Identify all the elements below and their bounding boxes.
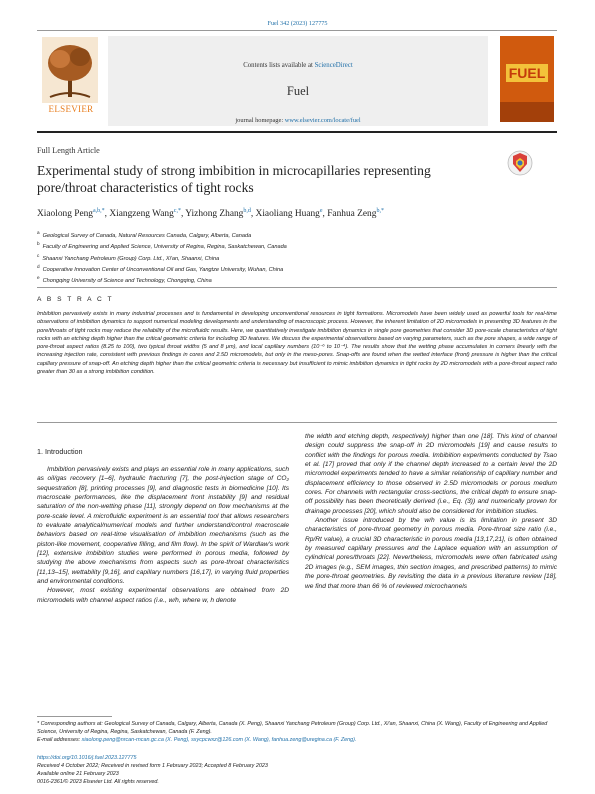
available-online: Available online 21 February 2023: [37, 771, 119, 777]
author[interactable]: [185, 209, 251, 219]
contents-prefix: Contents lists available at: [243, 62, 313, 69]
affiliation-marker: b: [37, 241, 40, 247]
doi-link[interactable]: https://doi.org/10.1016/j.fuel.2023.127775: [37, 755, 137, 761]
affiliation-text: Shaanxi Yanchang Petroleum (Group) Corp. Ltd., Xi'an, Shaanxi, China: [42, 255, 220, 262]
affiliation-marker: d: [37, 263, 40, 269]
author-name: Xiangzeng Wang: [109, 209, 174, 220]
author[interactable]: [256, 209, 323, 219]
paragraph: Imbibition pervasively exists and plays an essential role in many applications, such as oil/gas recovery [1–6], hydraulic fracturing [7], the post-injection stage of CO₂ sequestration [8], printing processes [9], and diagnostic tests in biomedicine [10]. Its macroscale performances, like the displacement front instability [9] and residual saturation of the non-wetting phase [11], strongly depend on flow mechanisms at the pore-scale level. A microfluidic experiment is an essential tool that allows researchers to evaluate analytical/numerical models and further understand/control macroscale behaviors based on real-time visualisation of imbibition mechanisms (such as the piston-like movement, cooperative filling, and film flow). In the spirit of Wardlaw's work [12], extensive imbibition studies were performed in porous media, followed by studying the above mechanisms from aspects such as pore-throat characteristics [11,13–15], wettability [9,16], and capillary numbers [16,17], in varying fluid properties and environmental conditions.: [37, 466, 289, 586]
corresponding-author-note: * Corresponding authors at: Geological Survey of Canada, Calgary, Alberta, Canada (X. Peng), Shaanxi Yanchang Petroleum (Group) Corp. Ltd., Xi'an, Shaanxi, China (X. Wang), Faculty of Engineering and Applied Science, University of Regina, Regina, Saskatchewan, Canada (F. Zeng).: [37, 721, 548, 735]
sciencedirect-link[interactable]: ScienceDirect: [314, 62, 353, 69]
affiliation-text: Chongqing University of Science and Technology, Chongqing, China: [42, 277, 212, 284]
paragraph: However, most existing experimental observations are obtained from 2D micromodels with channel aspect ratios (i.e., w/h, where w, h denote: [37, 587, 289, 604]
abstract-heading: A B S T R A C T: [37, 296, 114, 303]
affiliation-marker: a: [37, 230, 40, 235]
footnote: [37, 720, 557, 744]
journal-name: Fuel: [286, 84, 310, 98]
affiliation-marker: e: [37, 275, 40, 281]
author-name: Xiaoliang Huang: [255, 209, 320, 220]
author-affiliation-marker: c,*: [173, 208, 181, 214]
article-title: Experimental study of strong imbibition in microcapillaries representing pore/throat characteristics of tight rocks: [37, 163, 431, 195]
header-rule: [37, 131, 557, 133]
journal-cover-image[interactable]: [500, 36, 554, 122]
affiliation-text: Cooperative Innovation Center of Unconventional Oil and Gas, Yangtze University, Wuhan, China: [42, 266, 284, 273]
homepage-line: [108, 117, 488, 124]
paragraph: Another issue introduced by the w/h value is its limitation in present 3D characteristics of pore-throat geometry in porous media. Pore-throat size ratio (i.e., Rp/Rt value), a crucial 3D characteristic in porous media [13,17,21], is often obtained by measured capillary pressures and the Laplace equation with an assumption of cylindrical pores/throats [22]. Nevertheless, micromodels were often fabricated using 2D images (e.g., SEM images, thin section images, and prescribed patterns) to mimic the pore-throat geometries. By revisiting the data in a previous literature review [18], we find that more than 66 % of reviewed microchannels: [305, 517, 557, 590]
abstract-rule: [37, 422, 557, 423]
journal-homepage-link[interactable]: www.elsevier.com/locate/fuel: [284, 117, 361, 124]
author-name: Xiaolong Peng: [37, 209, 93, 220]
cover-title: FUEL: [506, 64, 548, 82]
publisher-name: ELSEVIER: [48, 104, 94, 114]
email-addresses[interactable]: xiaolong.peng@nrcan-rncan.gc.ca (X. Peng), sxycpcwxz@126.com (X. Wang), fanhua.zeng@uregina.ca (F. Zeng).: [81, 737, 357, 743]
author-affiliation-marker: b,d: [243, 208, 251, 214]
author[interactable]: [109, 209, 181, 219]
article-info-footer: [37, 754, 557, 786]
cover-band: [500, 102, 554, 122]
copyright: 0016-2361/© 2023 Elsevier Ltd. All rights reserved.: [37, 779, 159, 785]
affiliation: [37, 252, 557, 263]
affiliation-list: [37, 229, 557, 285]
author[interactable]: [327, 209, 384, 219]
body-column-left: [37, 465, 289, 605]
section-rule: [37, 287, 557, 288]
contents-line: [108, 62, 488, 69]
affiliation: [37, 274, 557, 285]
author-name: Fanhua Zeng: [327, 209, 377, 220]
article-type: Full Length Article: [37, 146, 100, 155]
author-list: Xiaolong Peng$^{a,b,*}$, Xiangzeng Wang$^{c,*}$, Yizhong Zhang$^{b,d}$, Xiaoliang Huang$^e$, Fanhua Zeng$^{b,*}$: [37, 208, 384, 220]
email-line: [37, 736, 557, 744]
paragraph: the width and etching depth, respectively) higher than one [18]. This kind of channel design could suppress the snap-off in 2D micromodels [19] and cause results to conflict with the findings for porous media. Imbibition experiments conducted by Tsao et al. [17] proved that only if the channel depth increased to a certain level the 2D micromodel experiments tended to have a similar relationship of capillary number and displacement efficiency to those observed in 2.5D micromodels or porous medium cores. For channels with rectangular cross-sections, the critical depth to ensure snap-off possibility has been theoretically derived (i.e., Eq. (3)) and numerically proven for drainage processes [20], which should also be considered for imbibition studies.: [305, 433, 557, 515]
author-name: Yizhong Zhang: [185, 209, 244, 220]
affiliation: [37, 240, 557, 251]
affiliation-text: Faculty of Engineering and Applied Science, University of Regina, Regina, Saskatchewan, Canada: [42, 244, 287, 251]
homepage-prefix: journal homepage:: [235, 117, 284, 124]
author-affiliation-marker: e: [319, 208, 323, 214]
affiliation: [37, 263, 557, 274]
section-heading-introduction: 1. Introduction: [37, 447, 83, 456]
journal-reference[interactable]: Fuel 342 (2023) 127775: [267, 20, 328, 27]
abstract-text: Imbibition pervasively exists in many industrial processes and is fundamental in developing unconventional resources in tight formations. Micromodels have been widely used as powerful tools for real-time observations of imbibition dynamics to support numerical modeling developments and understanding of macroscopic process. However, the inherent limitation of 2D micromodels in presenting 3D features in the pore/throats of tight rocks may reduce the reliability of the microfluidic results. Here, we quantitatively investigate imbibition dynamics in single pore geometries that consider 3D pore-scale characteristics of tight rocks with an etching depth higher than the critical geometric criteria for including 3D features. We discuss the experimental observations based on varying parameters, such as the pore shapes, a wide range of pore-throat aspect ratios (8.25 to 100), two typical throat widths (5 and 8 μm), and local capillary numbers (10⁻⁶ to 10⁻⁴). The results show that the wetting phase accumulates in corners linearly with the increasing injection rate, consistent with previous findings in cores and 2.5D micromodels, but only in the meso-pores. Snap-offs are found when the wetted interface (front) pressure is higher than the critical capillary pressure of snap-off. An etching depth higher than the critical geometric criteria is necessary but insufficient to mimic imbibition dynamics in tight rocks by 2D micromodels with a pore-throat aspect ratio greater than 30 as a strong imbibition condition.: [37, 311, 557, 376]
received-dates: Received 4 October 2022; Received in revised form 1 February 2023; Accepted 8 February 2023: [37, 763, 268, 769]
crossmark-icon[interactable]: [507, 150, 533, 176]
affiliation: [37, 229, 557, 240]
affiliation-text: Geological Survey of Canada, Natural Resources Canada, Calgary, Alberta, Canada: [42, 232, 252, 239]
elsevier-tree-logo-icon[interactable]: [40, 35, 100, 105]
footnote-rule: [37, 716, 112, 717]
author-affiliation-marker: b,*: [376, 208, 384, 214]
affiliation-marker: c: [37, 252, 40, 258]
email-label: E-mail addresses:: [37, 737, 81, 743]
author[interactable]: [37, 209, 105, 219]
author-affiliation-marker: a,b,*: [93, 208, 105, 214]
body-column-right: [305, 432, 557, 591]
journal-banner: [108, 36, 488, 126]
